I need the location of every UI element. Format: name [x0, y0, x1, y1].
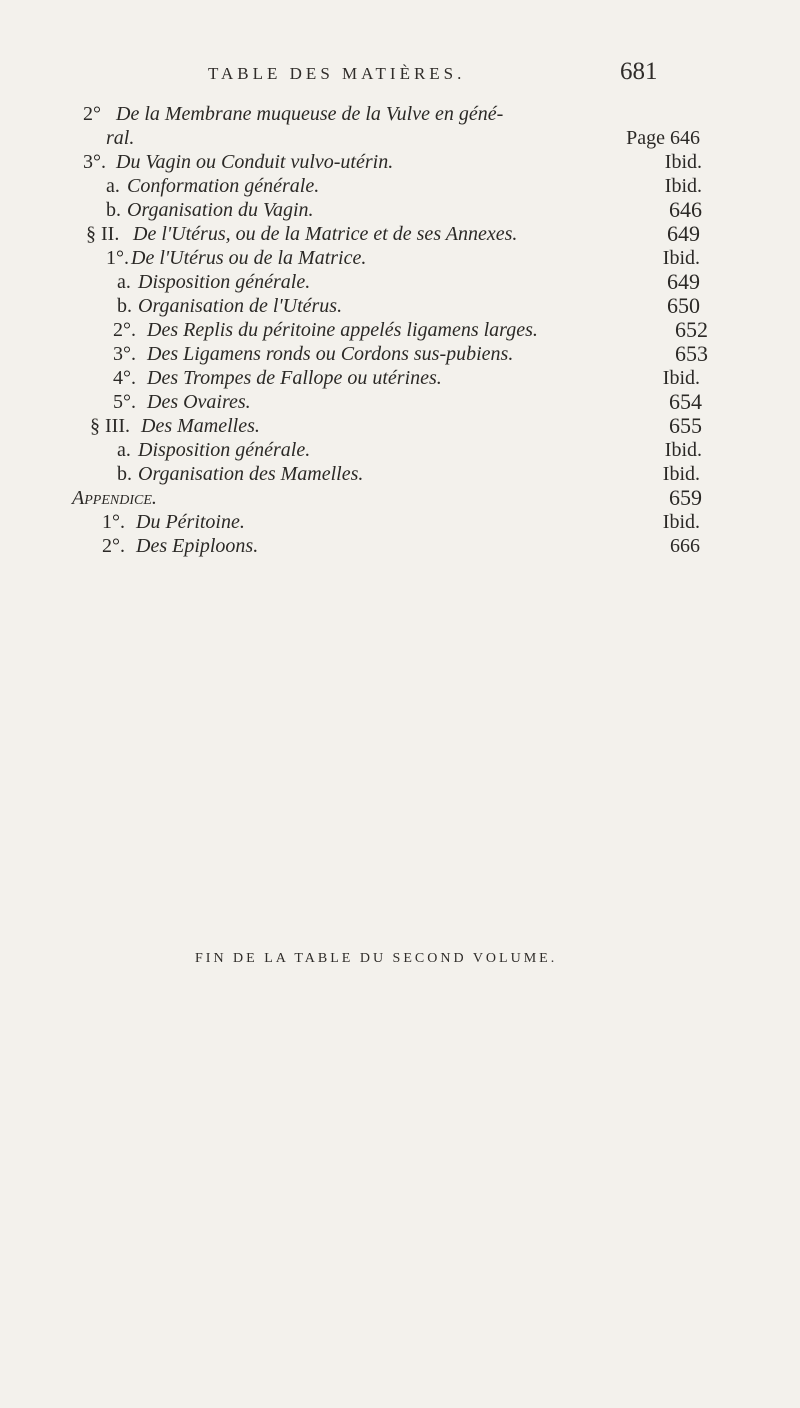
entry-title: Disposition générale.: [138, 439, 311, 461]
entry-number: 2°: [83, 103, 101, 125]
entry-number: 2°.: [113, 319, 136, 341]
entry-title: Des Mamelles.: [141, 415, 260, 437]
entry-title: Des Ovaires.: [147, 391, 251, 413]
entry-title: Des Ligamens ronds ou Cordons sus-pubiens.: [147, 343, 514, 365]
entry-page: Ibid.: [662, 511, 700, 533]
entry-page: 649: [667, 269, 700, 294]
entry-page: 654: [669, 389, 702, 414]
entry-title: De l'Utérus, ou de la Matrice et de ses Annexes.: [133, 223, 518, 245]
entry-title: Disposition générale.: [138, 271, 311, 293]
entry-title: Du Péritoine.: [136, 511, 245, 533]
entry-number: § II.: [86, 223, 120, 245]
entry-page: Ibid.: [664, 175, 702, 197]
entry-page: 649: [667, 221, 700, 246]
entry-page: 666: [670, 535, 700, 557]
entry-number: a.: [117, 271, 131, 293]
entry-page: Ibid.: [662, 463, 700, 485]
running-title: TABLE DES MATIÈRES.: [208, 64, 466, 83]
entry-number: § III.: [90, 415, 130, 437]
entry-page: Ibid.: [664, 439, 702, 461]
entry-page: 655: [669, 413, 702, 438]
entry-number: b.: [117, 463, 132, 485]
entry-title: Organisation de l'Utérus.: [138, 295, 343, 317]
page-header: [0, 58, 800, 92]
entry-title: Organisation des Mamelles.: [138, 463, 364, 485]
entry-number: a.: [106, 175, 120, 197]
entry-page: 652: [675, 317, 708, 342]
entry-title: Des Replis du péritoine appelés ligamens larges.: [147, 319, 538, 341]
entry-page: Page 646: [626, 127, 700, 149]
entry-number: 1°.: [102, 511, 125, 533]
entry-number: 1°.: [106, 247, 129, 269]
entry-page: Ibid.: [664, 151, 702, 173]
entry-title: Des Epiploons.: [136, 535, 259, 557]
entry-page: 646: [669, 197, 702, 222]
entry-page: Ibid.: [662, 367, 700, 389]
entry-number: 5°.: [113, 391, 136, 413]
entry-title: ral.: [106, 127, 135, 149]
entry-number: b.: [117, 295, 132, 317]
end-of-table-note: FIN DE LA TABLE DU SECOND VOLUME.: [195, 951, 558, 966]
toc-entry: [0, 532, 800, 560]
page-number: 681: [620, 58, 658, 85]
entry-title: De la Membrane muqueuse de la Vulve en géné-: [116, 103, 504, 125]
entry-title: De l'Utérus ou de la Matrice.: [131, 247, 367, 269]
entry-number: 3°.: [113, 343, 136, 365]
entry-title: Du Vagin ou Conduit vulvo-utérin.: [116, 151, 394, 173]
entry-page: Ibid.: [662, 247, 700, 269]
entry-title: Appendice.: [72, 487, 157, 509]
entry-number: 2°.: [102, 535, 125, 557]
entry-number: 3°.: [83, 151, 106, 173]
entry-title: Des Trompes de Fallope ou utérines.: [147, 367, 442, 389]
entry-page: 650: [667, 293, 700, 318]
entry-title: Organisation du Vagin.: [127, 199, 314, 221]
entry-number: 4°.: [113, 367, 136, 389]
entry-number: a.: [117, 439, 131, 461]
entry-title: Conformation générale.: [127, 175, 320, 197]
entry-page: 653: [675, 341, 708, 366]
entry-number: b.: [106, 199, 121, 221]
entry-page: 659: [669, 485, 702, 510]
